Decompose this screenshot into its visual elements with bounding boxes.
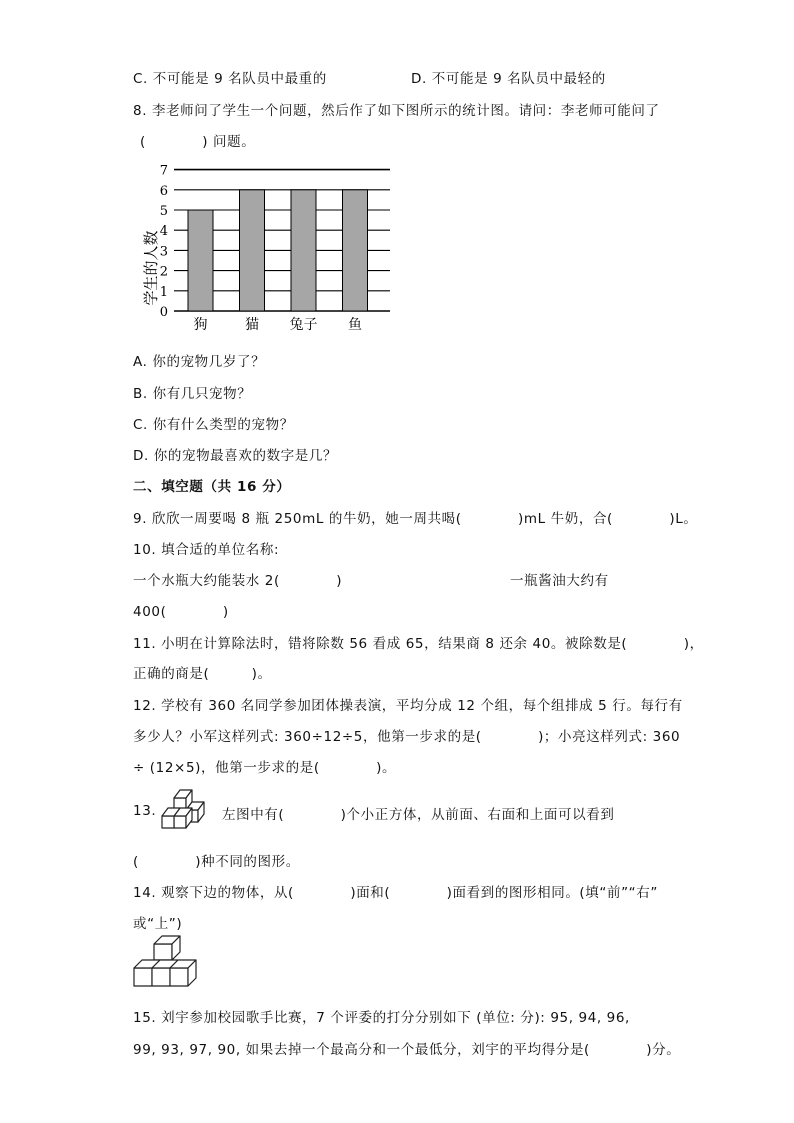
q11-line1: 11. 小明在计算除法时，错将除数 56 看成 65，结果商 8 还余 40。被除数是( )， xyxy=(133,636,704,652)
chart-x-tick-label: 兔子 xyxy=(289,317,318,333)
q8-option-b: B. 你有几只宠物？ xyxy=(133,386,252,402)
q13-line2: ( )种不同的图形。 xyxy=(133,854,300,870)
q9-text: 9. 欣欣一周要喝 8 瓶 250mL 的牛奶，她一周共喝( )mL 牛奶，合( )L。 xyxy=(133,511,698,527)
chart-x-labels xyxy=(194,317,363,333)
q10-part3: 400( ) xyxy=(133,604,229,620)
q12-line3: ÷ (12×5)，他第一步求的是( )。 xyxy=(133,760,397,776)
q14-line1: 14. 观察下边的物体，从( )面和( )面看到的图形相同。(填“前”“右” xyxy=(133,885,658,901)
q8-stem-line1: 8. 李老师问了学生一个问题，然后作了如下图所示的统计图。请问：李老师可能问了 xyxy=(133,103,660,119)
chart-y-tick-label: 4 xyxy=(159,224,168,240)
q12-line2: 多少人？小军这样列式: 360÷12÷5，他第一步求的是( )；小亮这样列式: 360 xyxy=(133,729,681,745)
q8-stem-line2: ( ) 问题。 xyxy=(140,134,256,150)
chart-y-tick-label: 0 xyxy=(159,305,168,320)
q15-line1: 15. 刘宇参加校园歌手比赛，7 个评委的打分分别如下 (单位: 分): 95, 94, 96, xyxy=(133,1010,630,1026)
chart-bar xyxy=(240,190,265,311)
q10-part1: 一个水瓶大约能装水 2( ) xyxy=(133,573,343,589)
q13-number: 13. xyxy=(133,803,157,819)
chart-y-tick-label: 6 xyxy=(159,183,168,199)
q7-option-d: D. 不可能是 9 名队员中最轻的 xyxy=(411,71,606,87)
q11-line2: 正确的商是( )。 xyxy=(133,666,272,682)
chart-y-tick-label: 3 xyxy=(159,244,168,260)
chart-y-axis-label: 学生的人数 xyxy=(142,230,160,306)
bar-chart xyxy=(138,158,408,338)
q13-cubes-figure xyxy=(158,786,214,834)
chart-x-tick-label: 猫 xyxy=(245,317,259,333)
chart-bar xyxy=(188,210,213,311)
chart-y-tick-label: 7 xyxy=(159,163,168,179)
q13-line1: 左图中有( )个小正方体，从前面、右面和上面可以看到 xyxy=(222,807,615,823)
chart-bar xyxy=(343,190,368,311)
q14-line2: 或“上”) xyxy=(133,916,183,932)
q8-option-a: A. 你的宠物几岁了？ xyxy=(133,354,266,370)
chart-y-tick-label: 1 xyxy=(159,284,168,300)
chart-y-tick-label: 5 xyxy=(159,204,168,219)
q14-cubes-figure xyxy=(130,932,210,992)
q15-line2: 99, 93, 97, 90, 如果去掉一个最高分和一个最低分，刘宇的平均得分是( )分。 xyxy=(133,1042,681,1058)
chart-x-tick-label: 鱼 xyxy=(348,317,362,333)
section-title: 二、填空题（共 16 分） xyxy=(133,479,291,495)
q8-option-d: D. 你的宠物最喜欢的数字是几？ xyxy=(133,448,338,464)
chart-y-ticks xyxy=(160,164,168,320)
q10-part2: 一瓶酱油大约有 xyxy=(510,573,609,589)
chart-y-tick-label: 2 xyxy=(159,264,168,280)
chart-x-tick-label: 狗 xyxy=(193,317,208,333)
q10-stem: 10. 填合适的单位名称: xyxy=(133,542,280,558)
chart-bar xyxy=(291,190,316,311)
q12-line1: 12. 学校有 360 名同学参加团体操表演，平均分成 12 个组，每个组排成 5 行。每行有 xyxy=(133,698,683,714)
q8-option-c: C. 你有什么类型的宠物？ xyxy=(133,417,294,433)
q7-option-c: C. 不可能是 9 名队员中最重的 xyxy=(133,71,327,87)
